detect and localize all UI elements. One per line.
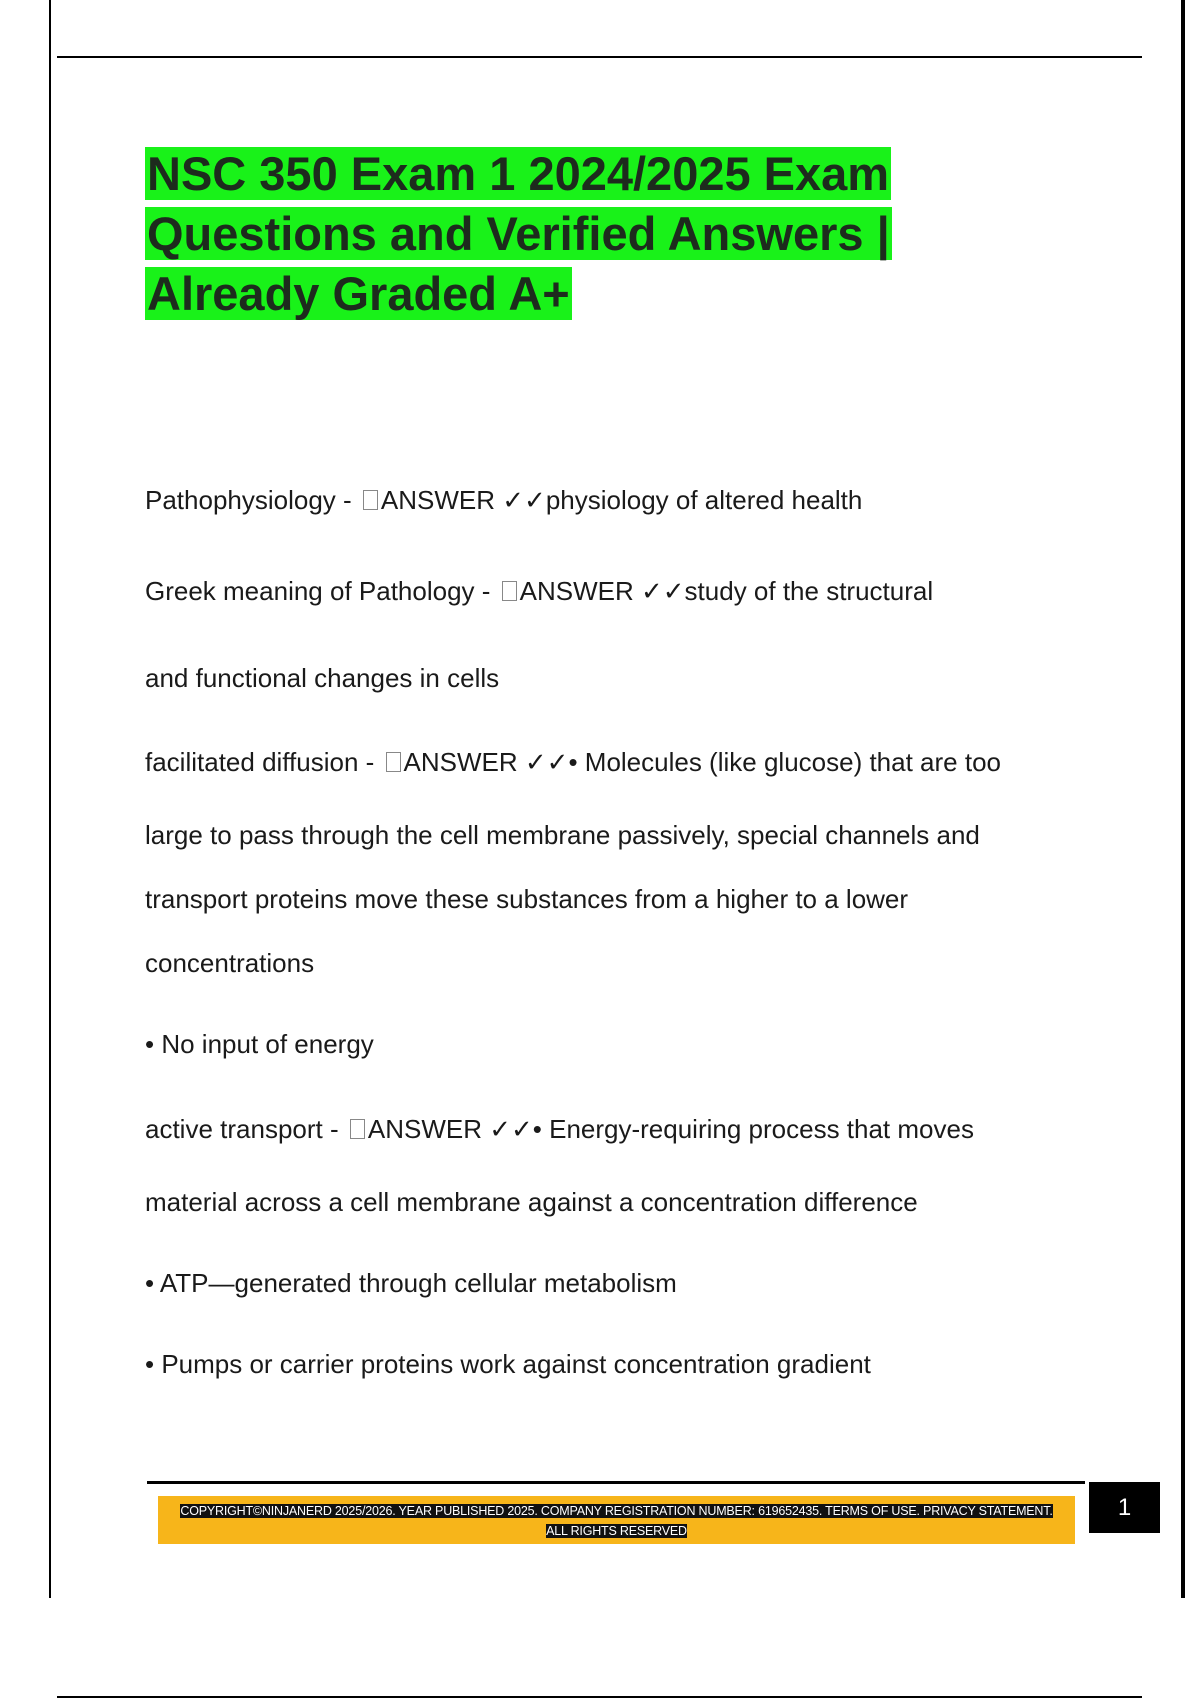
qa-term: Pathophysiology -: [145, 485, 359, 515]
box-glyph-icon: [363, 490, 378, 510]
box-glyph-icon: [386, 752, 401, 772]
text-line: transport proteins move these substances from a higher to a lower: [145, 884, 909, 914]
page-border-left: [49, 0, 51, 1598]
top-rule: [57, 56, 1142, 58]
bottom-edge-rule: [57, 1696, 1142, 1698]
footer-rule: [147, 1481, 1085, 1484]
qa-line-greek-pathology: [145, 576, 933, 606]
bullet-line: • Pumps or carrier proteins work against concentration gradient: [145, 1349, 871, 1379]
qa-term: active transport -: [145, 1114, 346, 1144]
document-title-highlight: NSC 350 Exam 1 2024/2025 Exam Questions and Verified Answers | Already Graded A+: [147, 147, 890, 320]
box-glyph-icon: [502, 581, 517, 601]
qa-line-facilitated-diffusion: [145, 747, 1001, 777]
text-line: material across a cell membrane against a concentration difference: [145, 1187, 918, 1217]
qa-answer: ANSWER ✓✓• Molecules (like glucose) that are too: [403, 747, 1001, 777]
page-border-right: [1181, 0, 1185, 1598]
qa-line-pathophysiology: [145, 485, 862, 515]
qa-answer: ANSWER ✓✓physiology of altered health: [380, 485, 863, 515]
qa-line-active-transport: [145, 1114, 974, 1144]
footer-copyright-text: COPYRIGHT©NINJANERD 2025/2026. YEAR PUBLISHED 2025. COMPANY REGISTRATION NUMBER: 619652435. TERMS OF USE. PRIVACY STATEMENT. ALL RIGHTS RESERVED: [180, 1504, 1053, 1538]
document-title: [145, 144, 945, 324]
qa-answer: ANSWER ✓✓• Energy-requiring process that moves: [367, 1114, 974, 1144]
qa-term: Greek meaning of Pathology -: [145, 576, 498, 606]
text-line: and functional changes in cells: [145, 663, 500, 693]
text-line: large to pass through the cell membrane passively, special channels and: [145, 820, 980, 850]
qa-answer: ANSWER ✓✓study of the structural: [519, 576, 934, 606]
box-glyph-icon: [350, 1119, 365, 1139]
qa-term: facilitated diffusion -: [145, 747, 382, 777]
text-line: concentrations: [145, 948, 315, 978]
footer-copyright: [170, 1501, 1063, 1541]
bullet-line: • ATP—generated through cellular metabolism: [145, 1268, 677, 1298]
bullet-line: • No input of energy: [145, 1029, 374, 1059]
page-number: 1: [1089, 1482, 1160, 1533]
